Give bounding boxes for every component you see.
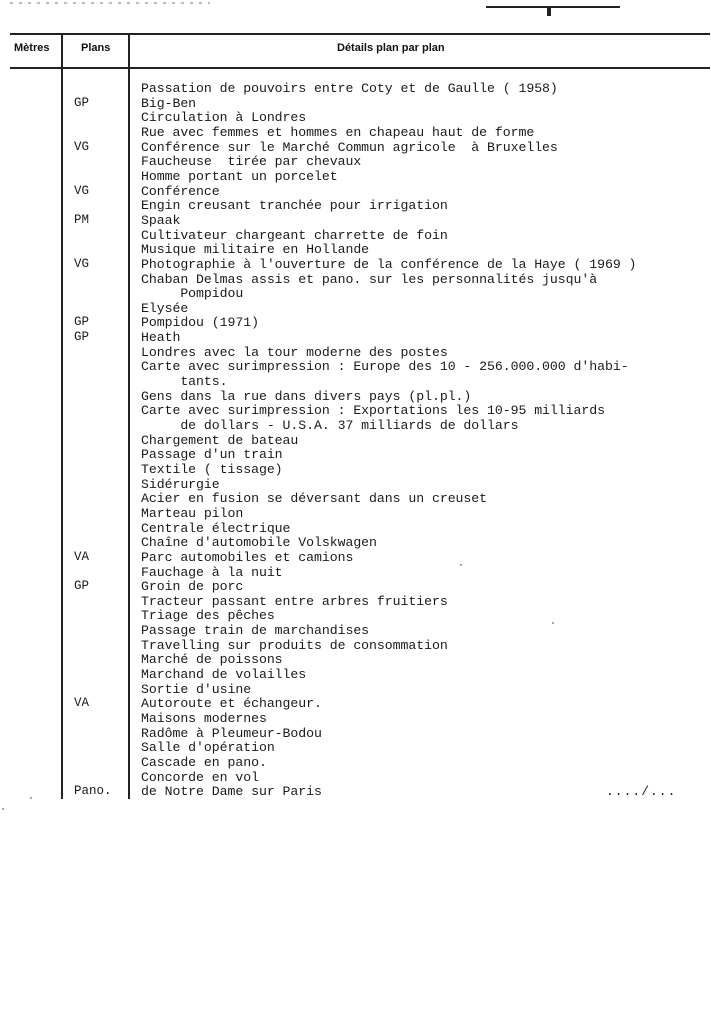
detail-cell: Heath [141, 330, 181, 346]
table-row [0, 477, 711, 492]
detail-cell: Pompidou (1971) [141, 315, 259, 331]
table-row [0, 608, 711, 623]
detail-cell: Sortie d'usine [141, 681, 252, 697]
detail-cell: Tracteur passant entre arbres fruitiers [141, 593, 448, 609]
detail-cell: Conférence sur le Marché Commun agricole à Bruxelles [141, 139, 558, 155]
detail-cell: Musique militaire en Hollande [141, 242, 370, 258]
detail-cell: Londres avec la tour moderne des postes [141, 344, 448, 360]
detail-cell: Centrale électrique [141, 520, 291, 536]
table-row [0, 272, 711, 287]
detail-cell: Marché de poissons [141, 652, 283, 668]
table-row [0, 213, 711, 228]
scan-dot [30, 797, 32, 799]
plan-cell: Pano. [74, 784, 112, 799]
table-row [0, 96, 711, 111]
detail-cell: Chaîne d'automobile Volskwagen [141, 535, 377, 551]
plan-cell: PM [74, 212, 90, 227]
detail-cell: Chaban Delmas assis et pano. sur les personnalités jusqu'à [141, 271, 598, 287]
scan-dot [552, 622, 554, 624]
detail-cell: Groin de porc [141, 579, 244, 595]
table-row [0, 535, 711, 550]
table-row [0, 579, 711, 594]
detail-cell: Concorde en vol [141, 769, 259, 785]
table-row [0, 228, 711, 243]
detail-cell: Faucheuse tirée par chevaux [141, 154, 362, 170]
detail-cell: Engin creusant tranchée pour irrigation [141, 198, 448, 214]
top-rule-mark [547, 6, 551, 16]
detail-cell: Passage train de marchandises [141, 623, 370, 639]
table-row [0, 770, 711, 785]
table-row [0, 110, 711, 125]
detail-cell: Big-Ben [141, 95, 197, 111]
table-row [0, 550, 711, 565]
plan-cell: VA [74, 549, 90, 564]
table-row [0, 169, 711, 184]
detail-cell: Photographie à l'ouverture de la conférence de la Haye ( 1969 ) [141, 256, 637, 272]
table-row [0, 330, 711, 345]
table-row [0, 81, 711, 96]
detail-cell: Triage des pêches [141, 608, 275, 624]
plan-cell: GP [74, 579, 90, 594]
table-row [0, 433, 711, 448]
detail-cell: Chargement de bateau [141, 432, 299, 448]
table-row [0, 755, 711, 770]
table-row [0, 623, 711, 638]
table-top-rule [10, 33, 710, 35]
detail-cell: Rue avec femmes et hommes en chapeau haut de forme [141, 125, 535, 140]
table-row [0, 462, 711, 477]
detail-cell: Cultivateur chargeant charrette de foin [141, 227, 448, 243]
detail-cell: Maisons modernes [141, 711, 267, 726]
detail-cell: Pompidou [141, 286, 244, 302]
table-row [0, 403, 711, 418]
table-row [0, 594, 711, 609]
detail-cell: Carte avec surimpression : Europe des 10 - 256.000.000 d'habi- [141, 359, 629, 375]
table-row [0, 491, 711, 506]
table-row [0, 711, 711, 726]
table-row [0, 286, 711, 301]
plan-cell: VG [74, 256, 90, 271]
table-row [0, 418, 711, 433]
table-row [0, 154, 711, 169]
continuation-mark: ..../... [606, 784, 677, 799]
detail-cell: Elysée [141, 300, 189, 316]
table-row [0, 447, 711, 462]
table-row [0, 726, 711, 741]
detail-cell: Spaak [141, 212, 181, 228]
table-header-rule [10, 67, 710, 69]
detail-cell: Carte avec surimpression : Exportations les 10-95 milliards [141, 403, 605, 419]
table-row [0, 315, 711, 330]
detail-cell: Acier en fusion se déversant dans un creuset [141, 491, 488, 507]
table-row [0, 345, 711, 360]
detail-cell: de dollars - U.S.A. 37 milliards de dollars [141, 417, 519, 433]
table-row [0, 389, 711, 404]
table-row [0, 521, 711, 536]
detail-cell: Passation de pouvoirs entre Coty et de Gaulle ( 1958) [141, 81, 558, 96]
scan-dot [460, 564, 462, 566]
detail-cell: Parc automobiles et camions [141, 549, 354, 565]
table-row [0, 652, 711, 667]
plan-cell: VG [74, 139, 90, 154]
column-header-plans: Plans [81, 42, 111, 54]
detail-cell: Salle d'opération [141, 740, 275, 756]
table-row [0, 242, 711, 257]
plan-cell: VA [74, 696, 90, 711]
table-row [0, 784, 711, 799]
table-row [0, 140, 711, 155]
table-row [0, 682, 711, 697]
detail-cell: tants. [141, 374, 228, 389]
detail-cell: Marteau pilon [141, 505, 244, 521]
detail-cell: de Notre Dame sur Paris [141, 784, 322, 800]
plan-cell: GP [74, 315, 90, 330]
detail-cell: Passage d'un train [141, 447, 283, 463]
top-rule [486, 6, 620, 8]
table-row [0, 184, 711, 199]
detail-cell: Travelling sur produits de consommation [141, 637, 448, 653]
plan-cell: GP [74, 330, 90, 345]
detail-cell: Circulation à Londres [141, 110, 307, 126]
detail-cell: Sidérurgie [141, 476, 220, 492]
table-row [0, 638, 711, 653]
scan-specks [10, 2, 210, 4]
detail-cell: Autoroute et échangeur. [141, 696, 322, 712]
detail-cell: Cascade en pano. [141, 754, 267, 770]
table-row [0, 740, 711, 755]
detail-cell: Marchand de volailles [141, 667, 307, 682]
detail-cell: Gens dans la rue dans divers pays (pl.pl.) [141, 388, 472, 404]
plan-cell: VG [74, 183, 90, 198]
table-row [0, 198, 711, 213]
table-row [0, 257, 711, 272]
plan-cell: GP [74, 95, 90, 110]
table-row [0, 696, 711, 711]
column-header-metres: Mètres [14, 42, 50, 54]
table-row [0, 565, 711, 580]
detail-cell: Textile ( tissage) [141, 461, 283, 477]
scan-dot [2, 808, 4, 810]
table-row [0, 301, 711, 316]
table-row [0, 359, 711, 374]
table-row [0, 506, 711, 521]
table-row [0, 667, 711, 682]
detail-cell: Homme portant un porcelet [141, 168, 338, 184]
detail-cell: Conférence [141, 183, 220, 199]
table-row [0, 125, 711, 140]
table-row [0, 374, 711, 389]
detail-cell: Radôme à Pleumeur-Bodou [141, 725, 322, 741]
detail-cell: Fauchage à la nuit [141, 564, 283, 580]
column-header-details: Détails plan par plan [337, 42, 445, 54]
